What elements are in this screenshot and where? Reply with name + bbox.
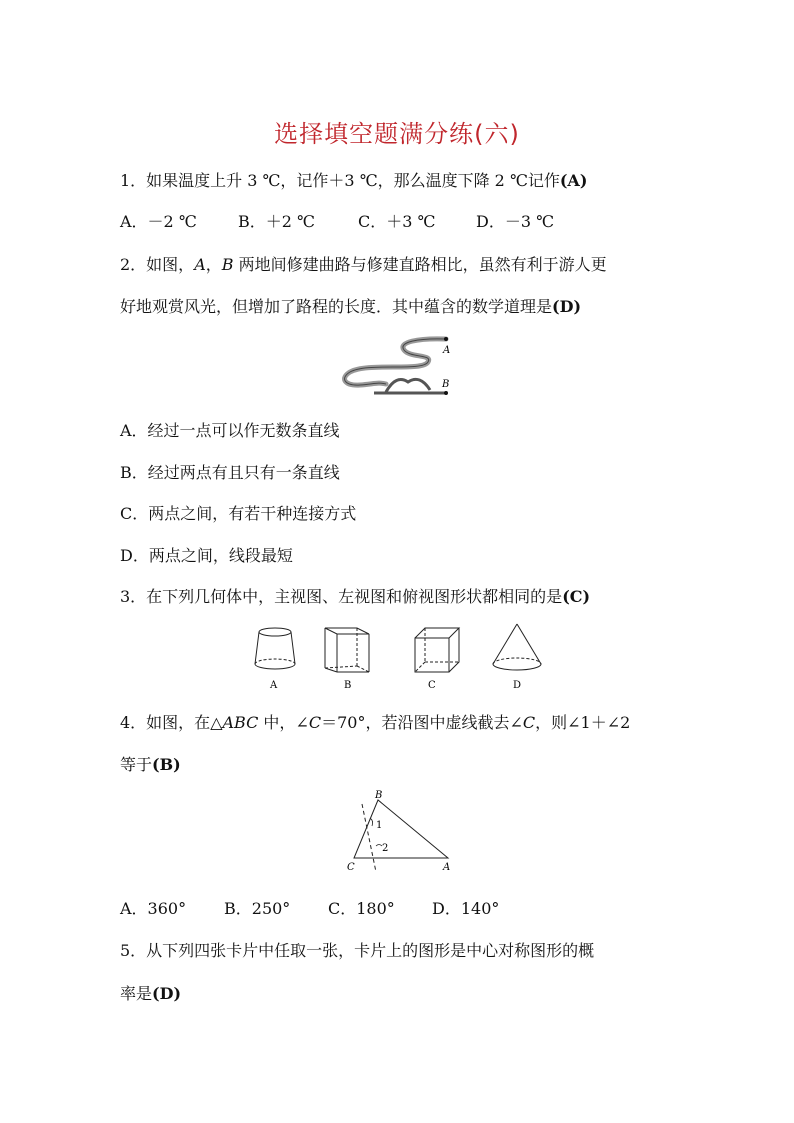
- angle-c: ∠C: [509, 713, 536, 732]
- question-3-stem: [120, 586, 590, 608]
- question-5-stem-line-1: 5．从下列四张卡片中任取一张，卡片上的图形是中心对称图形的概: [120, 941, 595, 960]
- question-2-option-b: B．经过两点有且只有一条直线: [120, 463, 340, 482]
- question-1-options: [120, 211, 554, 233]
- question-4-stem-line-2: [120, 754, 181, 776]
- question-text: ＝70°，若沿图中虚线截去: [321, 713, 510, 732]
- label-b: B: [442, 379, 450, 390]
- point-b-label: B: [221, 255, 234, 274]
- label-2: 2: [382, 843, 389, 854]
- question-text: 好地观赏风光，但增加了路程的长度．其中蕴含的数学道理是: [120, 297, 553, 316]
- question-2-stem-line-1: [120, 254, 607, 276]
- question-text: 率是: [120, 984, 153, 1003]
- answer: (B): [152, 755, 181, 774]
- option-d: D．－3 ℃: [476, 212, 554, 231]
- solids-figure: [245, 620, 555, 692]
- answer: (C): [562, 587, 591, 606]
- label-1: 1: [376, 820, 383, 831]
- question-text: 两地间修建曲路与修建直路相比，虽然有利于游人更: [233, 255, 607, 274]
- option-c: C．180°: [328, 899, 395, 918]
- frustum-shape: [255, 628, 295, 669]
- triangular-prism-shape: [325, 628, 369, 672]
- cube-shape: [415, 628, 459, 672]
- option-c: C．＋3 ℃: [358, 212, 436, 231]
- option-d: D．140°: [432, 899, 500, 918]
- point-a: [444, 337, 448, 341]
- triangle-figure: [340, 788, 460, 876]
- option-b: B．＋2 ℃: [238, 212, 315, 231]
- triangle-name: △ABC: [210, 713, 259, 732]
- label-a: A: [270, 680, 278, 691]
- bridge: [386, 379, 430, 392]
- label-c: C: [428, 680, 436, 691]
- question-2-option-a: A．经过一点可以作无数条直线: [120, 421, 340, 440]
- question-text: 1．如果温度上升 3 ℃，记作＋3 ℃，那么温度下降 2 ℃记作: [120, 171, 560, 190]
- answer: (D): [552, 297, 582, 316]
- question-4-options: [120, 898, 499, 920]
- triangle-abc: [354, 800, 448, 858]
- answer: (D): [152, 984, 182, 1003]
- page-title: 选择填空题满分练(六): [274, 120, 520, 148]
- angle-c: ∠C: [295, 713, 322, 732]
- curved-road: [345, 339, 446, 385]
- question-4-stem-line-1: [120, 712, 630, 734]
- question-text: ，: [205, 255, 222, 274]
- label-b: B: [375, 790, 383, 801]
- winding-road-figure: [338, 332, 464, 402]
- question-5-stem-line-2: [120, 983, 181, 1005]
- option-b: B．250°: [224, 899, 291, 918]
- question-text: 等于: [120, 755, 153, 774]
- cut-line: [362, 804, 376, 872]
- label-b: B: [344, 680, 352, 691]
- question-1-stem: [120, 170, 587, 192]
- question-text: ，则∠1＋∠2: [535, 713, 631, 732]
- question-text: 4．如图，在: [120, 713, 211, 732]
- label-a: A: [443, 345, 451, 356]
- question-2-option-c: C．两点之间，有若干种连接方式: [120, 504, 357, 523]
- answer: (A): [559, 171, 588, 190]
- question-2-stem-line-2: [120, 296, 581, 318]
- question-text: 2．如图，: [120, 255, 195, 274]
- label-c: C: [347, 862, 355, 873]
- question-text: 中，: [258, 713, 296, 732]
- label-d: D: [513, 680, 522, 691]
- cone-shape: [493, 624, 541, 670]
- label-a: A: [443, 862, 451, 873]
- option-a: A．360°: [120, 899, 187, 918]
- question-2-option-d: D．两点之间，线段最短: [120, 546, 293, 565]
- option-a: A．－2 ℃: [120, 212, 197, 231]
- question-text: 3．在下列几何体中，主视图、左视图和俯视图形状都相同的是: [120, 587, 563, 606]
- point-a-label: A: [194, 255, 206, 274]
- point-b: [444, 391, 448, 395]
